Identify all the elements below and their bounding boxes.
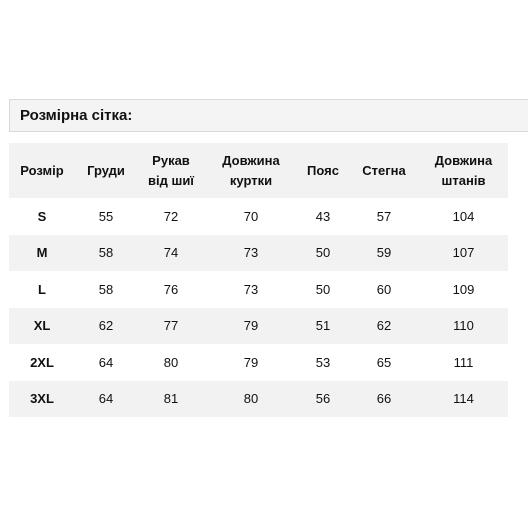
header-waist: Пояс bbox=[297, 143, 349, 198]
cell-chest: 58 bbox=[75, 271, 137, 308]
cell-waist: 50 bbox=[297, 235, 349, 272]
cell-jacket-length: 79 bbox=[205, 344, 297, 381]
cell-waist: 53 bbox=[297, 344, 349, 381]
cell-size: 3XL bbox=[9, 381, 75, 418]
table-row bbox=[9, 381, 508, 418]
header-hips: Стегна bbox=[349, 143, 419, 198]
cell-pants-length: 109 bbox=[419, 271, 508, 308]
cell-waist: 51 bbox=[297, 308, 349, 345]
cell-chest: 62 bbox=[75, 308, 137, 345]
table-row bbox=[9, 344, 508, 381]
header-size: Розмір bbox=[9, 143, 75, 198]
cell-size: 2XL bbox=[9, 344, 75, 381]
header-jacket-length: Довжина куртки bbox=[205, 143, 297, 198]
cell-pants-length: 104 bbox=[419, 198, 508, 235]
cell-waist: 50 bbox=[297, 271, 349, 308]
cell-chest: 58 bbox=[75, 235, 137, 272]
cell-jacket-length: 80 bbox=[205, 381, 297, 418]
table-body bbox=[9, 198, 508, 417]
cell-chest: 64 bbox=[75, 381, 137, 418]
cell-sleeve: 72 bbox=[137, 198, 205, 235]
cell-chest: 55 bbox=[75, 198, 137, 235]
cell-jacket-length: 79 bbox=[205, 308, 297, 345]
cell-jacket-length: 73 bbox=[205, 235, 297, 272]
header-sleeve: Рукав від шиї bbox=[137, 143, 205, 198]
cell-pants-length: 110 bbox=[419, 308, 508, 345]
table-row bbox=[9, 271, 508, 308]
header-pants-length: Довжина штанів bbox=[419, 143, 508, 198]
cell-hips: 59 bbox=[349, 235, 419, 272]
cell-pants-length: 107 bbox=[419, 235, 508, 272]
table-header-row bbox=[9, 143, 508, 198]
size-chart-header bbox=[9, 99, 528, 132]
cell-size: L bbox=[9, 271, 75, 308]
cell-sleeve: 77 bbox=[137, 308, 205, 345]
cell-waist: 56 bbox=[297, 381, 349, 418]
size-chart-title: Розмірна сітка: bbox=[20, 107, 133, 124]
cell-hips: 65 bbox=[349, 344, 419, 381]
cell-waist: 43 bbox=[297, 198, 349, 235]
cell-pants-length: 111 bbox=[419, 344, 508, 381]
cell-size: XL bbox=[9, 308, 75, 345]
cell-hips: 57 bbox=[349, 198, 419, 235]
cell-sleeve: 76 bbox=[137, 271, 205, 308]
cell-hips: 60 bbox=[349, 271, 419, 308]
header-chest: Груди bbox=[75, 143, 137, 198]
cell-hips: 62 bbox=[349, 308, 419, 345]
cell-hips: 66 bbox=[349, 381, 419, 418]
cell-jacket-length: 70 bbox=[205, 198, 297, 235]
table-row bbox=[9, 235, 508, 272]
cell-jacket-length: 73 bbox=[205, 271, 297, 308]
cell-chest: 64 bbox=[75, 344, 137, 381]
cell-size: S bbox=[9, 198, 75, 235]
cell-pants-length: 114 bbox=[419, 381, 508, 418]
cell-sleeve: 81 bbox=[137, 381, 205, 418]
cell-sleeve: 74 bbox=[137, 235, 205, 272]
table-row bbox=[9, 198, 508, 235]
size-chart-table bbox=[9, 143, 508, 417]
cell-sleeve: 80 bbox=[137, 344, 205, 381]
cell-size: M bbox=[9, 235, 75, 272]
table-row bbox=[9, 308, 508, 345]
